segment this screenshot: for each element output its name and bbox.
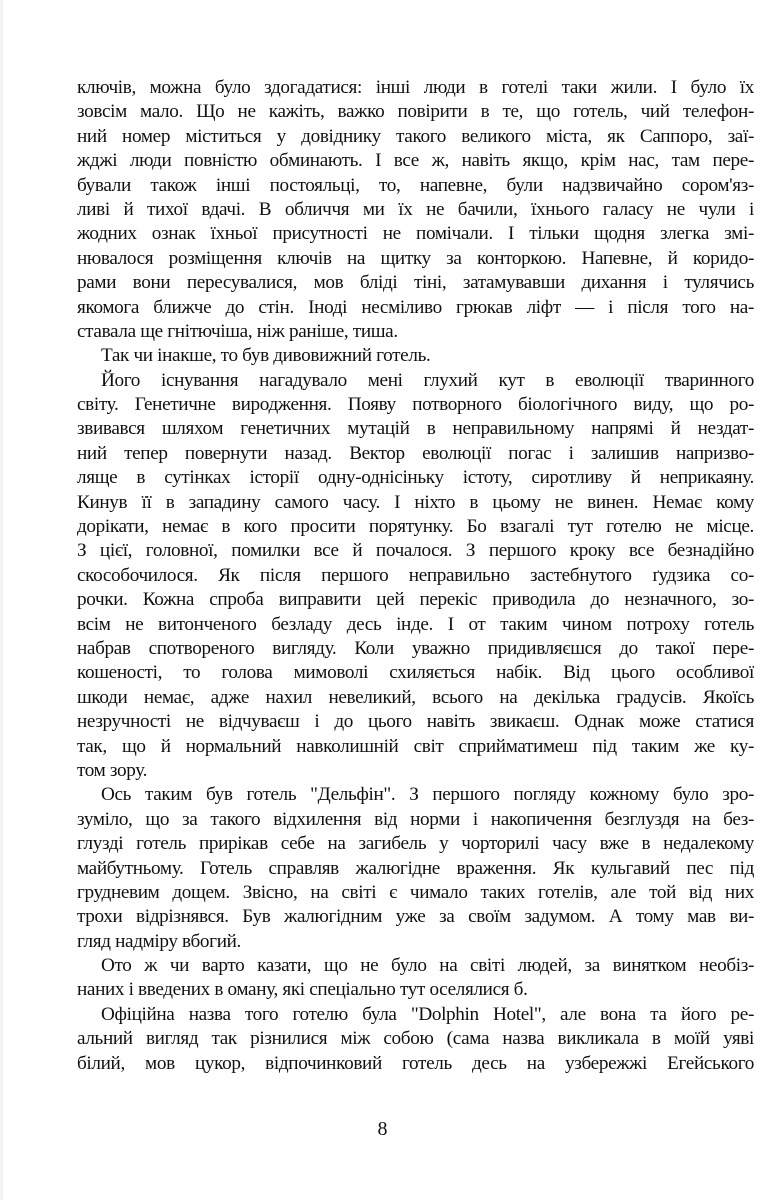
- text-line: жодних ознак їхньої присутності не помічали. І тільки щодня злегка змі-: [77, 223, 754, 245]
- text-line: світу. Генетичне виродження. Появу потворного біологічного виду, що ро-: [77, 394, 754, 416]
- text-line: незручності не відчуваєш і до цього навіть звикаєш. Однак може статися: [77, 711, 754, 733]
- text-line: трохи відрізнявся. Був жалюгідним уже за своїм задумом. А тому мав ви-: [77, 906, 754, 928]
- text-line: кошеності, то голова мимоволі схиляється набік. Від цього особливої: [77, 662, 754, 684]
- text-line: Так чи інакше, то був дивовижний готель.: [101, 345, 431, 367]
- body-text: [77, 76, 754, 1076]
- text-line: грудневим дощем. Звісно, на світі є чимало таких готелів, але той від них: [77, 881, 754, 903]
- text-line: альний вигляд так різнилися між собою (сама назва викликала в моїй уяві: [77, 1028, 754, 1050]
- text-line: рочки. Кожна спроба виправити цей перекіс приводила до незначного, зо-: [77, 589, 754, 611]
- text-line: гляд надміру вбогий.: [77, 930, 241, 952]
- page-number: 8: [377, 1118, 388, 1140]
- text-line: Офіційна назва того готелю була "Dolphin Hotel", але вона та його ре-: [101, 1003, 754, 1025]
- text-line: Його існування нагадувало мені глухий кут в еволюції тваринного: [101, 369, 754, 391]
- text-line: майбутньому. Готель справляв жалюгідне враження. Як кульгавий пес під: [77, 857, 754, 879]
- text-line: нювалося розміщення ключів на щитку за конторкою. Напевне, й коридо-: [77, 247, 754, 269]
- text-line: білий, мов цукор, відпочинковий готель десь на узбережжі Егейського: [77, 1052, 754, 1074]
- text-line: дорікати, немає в кого просити порятунку. Бо взагалі тут готелю не місце.: [77, 516, 754, 538]
- text-line: бували також інші постояльці, то, напевне, були надзвичайно сором'яз-: [77, 174, 754, 196]
- text-line: глузді готель прирікав себе на загибель у чорторилі часу вже в недалекому: [77, 833, 754, 855]
- text-line: ставала ще гнітючіша, ніж раніше, тиша.: [77, 320, 398, 342]
- scan-edge: [0, 0, 3, 1200]
- text-line: ний номер міститься у довіднику такого великого міста, як Саппоро, заї-: [77, 125, 754, 147]
- text-line: якомога ближче до стін. Іноді несміливо грюкав ліфт — і після того на-: [77, 296, 754, 318]
- text-line: Ото ж чи варто казати, що не було на світі людей, за винятком необіз-: [101, 955, 754, 977]
- text-line: Кинув її в западину самого часу. І ніхто в цьому не винен. Немає кому: [77, 491, 754, 513]
- text-line: всім не витонченого безладу десь інде. І от таким чином потроху готель: [77, 613, 754, 635]
- text-line: зуміло, що за такого відхилення від норми і накопичення безглуздя на без-: [77, 808, 754, 830]
- text-line: том зору.: [77, 759, 148, 781]
- text-line: наних і введених в оману, які спеціально тут оселялися б.: [77, 979, 528, 1001]
- text-line: так, що й нормальний навколишній світ сприйматимеш під таким же ку-: [77, 735, 754, 757]
- text-line: скособочилося. Як після першого неправильно застебнутого ґудзика со-: [77, 564, 754, 586]
- text-line: ключів, можна було здогадатися: інші люди в готелі таки жили. І було їх: [77, 77, 754, 98]
- text-line: набрав спотвореного вигляду. Коли уважно придивляєшся до такої пере-: [77, 637, 754, 659]
- text-line: рами вони пересувалися, мов бліді тіні, затамувавши дихання і тулячись: [77, 272, 754, 294]
- text-line: З цієї, головної, помилки все й почалося. З першого кроку все безнадійно: [77, 540, 754, 562]
- text-line: ляще в сутінках історії одну-однісіньку істоту, сиротливу й неприкаяну.: [77, 467, 754, 489]
- text-line: жджі люди повністю обминають. І все ж, навіть якщо, крім нас, там пере-: [77, 150, 754, 172]
- text-line: Ось таким був готель "Дельфін". З першого погляду кожному було зро-: [101, 784, 754, 806]
- text-line: ливі й тихої вдачі. В обличчя ми їх не бачили, їхнього галасу не чули і: [77, 198, 754, 220]
- text-line: ний тепер повернути назад. Вектор еволюції погас і залишив напризво-: [77, 442, 754, 464]
- text-line: зовсім мало. Що не кажіть, важко повірити в те, що готель, чий телефон-: [77, 101, 754, 123]
- text-line: шкоди немає, адже нахил невеликий, всього на декілька градусів. Якоїсь: [77, 686, 754, 708]
- text-line: звивався шляхом генетичних мутацій в неправильному напрямі й нездат-: [77, 418, 754, 440]
